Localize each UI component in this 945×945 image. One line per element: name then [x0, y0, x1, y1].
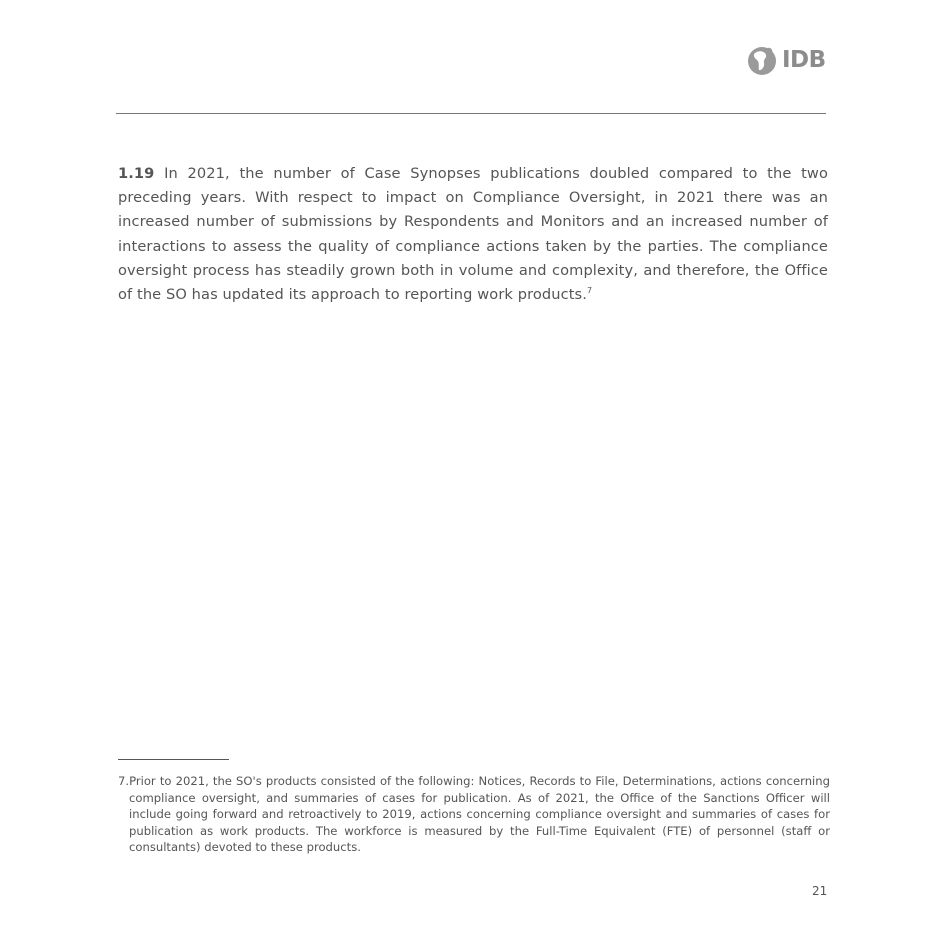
footnote-text: Prior to 2021, the SO's products consisted of the following: Notices, Records to File, Determinations, actions concerning compliance oversight, and summaries of cases for publication. As of 2021, the Office of the Sanctions Officer will include going forward and retroactively to 2019, actions concerning compliance oversight and summaries of cases for publication as work products. The workforce is measured by the Full-Time Equivalent (FTE) of personnel (staff or consultants) devoted to these products. — [129, 774, 830, 854]
globe-logo-icon — [746, 44, 780, 76]
paragraph-text: In 2021, the number of Case Synopses publications doubled compared to the two preceding years. With respect to impact on Compliance Oversight, in 2021 there was an increased number of submissions by Respondents and Monitors and an increased number of interactions to assess the quality of compliance actions taken by the parties. The compliance oversight process has steadily grown both in volume and complexity, and therefore, the Office of the SO has updated its approach to reporting work products. — [118, 165, 828, 304]
body-paragraph — [118, 162, 828, 307]
footnote — [118, 773, 830, 856]
logo-text: IDB — [782, 47, 826, 73]
footnote-reference: 7 — [587, 286, 593, 296]
footnote-marker: 7. — [118, 774, 130, 788]
page-number: 21 — [812, 884, 828, 898]
idb-logo — [746, 44, 826, 76]
footnote-divider — [118, 759, 229, 760]
header-divider — [116, 113, 826, 114]
paragraph-number: 1.19 — [118, 165, 155, 182]
